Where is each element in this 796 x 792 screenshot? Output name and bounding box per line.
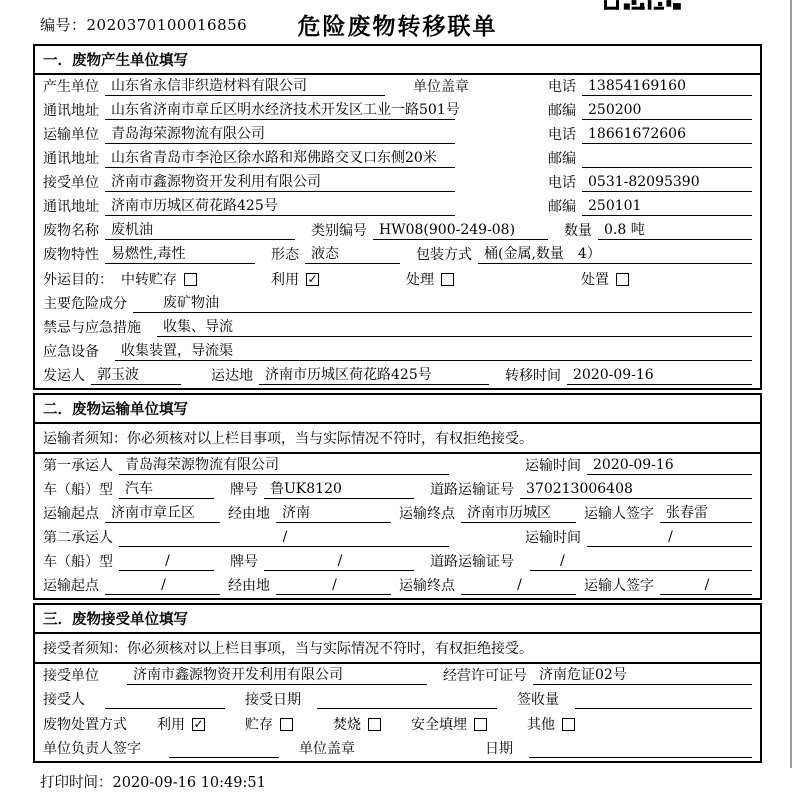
row-transporter bbox=[35, 123, 760, 147]
purpose-option-dispose bbox=[581, 269, 629, 289]
purpose-dispose-checkbox bbox=[616, 273, 629, 286]
origin2-label: 运输起点 bbox=[43, 578, 99, 594]
row-carrier2 bbox=[35, 526, 760, 550]
serial-label: 编号： bbox=[40, 16, 87, 34]
emergency-value: 收集、导流 bbox=[157, 318, 752, 337]
purpose-option-treat bbox=[406, 269, 454, 289]
row-vehicle2 bbox=[35, 550, 760, 574]
license2-value: / bbox=[530, 552, 752, 571]
zip1-label: 邮编 bbox=[548, 103, 576, 119]
disposal-option-burn bbox=[333, 714, 381, 734]
qr-code-fragment bbox=[604, 0, 682, 11]
print-time: 打印时间：2020-09-16 10:49:51 bbox=[40, 775, 266, 791]
purpose-use-checkbox: ✓ bbox=[307, 271, 318, 286]
unit-seal-label: 单位盖章 bbox=[413, 79, 469, 95]
purpose-transit-label: 中转贮存 bbox=[121, 272, 177, 288]
end2-value: / bbox=[461, 576, 576, 595]
row-receive-unit bbox=[35, 664, 760, 688]
purpose-option-transit bbox=[121, 269, 197, 289]
sign-date-label: 日期 bbox=[485, 741, 513, 757]
vehicle1-label: 车（船）型 bbox=[43, 482, 113, 498]
addr3-value: 济南市历城区荷花路425号 bbox=[105, 197, 455, 216]
equipment-value: 收集装置，导流渠 bbox=[115, 342, 752, 361]
zip2-label: 邮编 bbox=[548, 151, 576, 167]
via2-value: / bbox=[276, 576, 391, 595]
shipper-label: 发运人 bbox=[43, 368, 85, 384]
hazard-value: 废矿物油 bbox=[133, 294, 752, 313]
via1-value: 济南 bbox=[276, 504, 391, 523]
end1-value: 济南市历城区 bbox=[461, 504, 576, 523]
origin1-value: 济南市章丘区 bbox=[105, 504, 220, 523]
disposal-burn-checkbox bbox=[368, 718, 381, 731]
phone3-label: 电话 bbox=[548, 175, 576, 191]
receiver-value: 济南市鑫源物资开发利用有限公司 bbox=[105, 173, 455, 192]
end2-label: 运输终点 bbox=[399, 578, 455, 594]
disposal-use-checkbox: ✓ bbox=[193, 716, 204, 731]
disposal-option-landfill bbox=[411, 714, 487, 734]
zip3-value: 250101 bbox=[582, 197, 752, 216]
phone1-label: 电话 bbox=[548, 79, 576, 95]
purpose-use-label: 利用 bbox=[271, 272, 299, 288]
transporter-notice: 运输者须知：你必须核对以上栏目事项，当与实际情况不符时，有权拒绝接受。 bbox=[35, 424, 760, 454]
section-producer bbox=[33, 44, 762, 390]
section2-title: 二．废物运输单位填写 bbox=[35, 395, 760, 424]
origin2-value: / bbox=[105, 576, 220, 595]
receive-unit-label: 接受单位 bbox=[43, 668, 99, 684]
time1-value: 2020-09-16 bbox=[587, 456, 752, 475]
dest-value: 济南市历城区荷花路425号 bbox=[259, 366, 489, 385]
row-receiver-address bbox=[35, 195, 760, 219]
receive-unit-value: 济南市鑫源物资开发利用有限公司 bbox=[127, 666, 427, 685]
row-waste-name bbox=[35, 219, 760, 243]
producer-label: 产生单位 bbox=[43, 79, 99, 95]
vehicle2-value: / bbox=[119, 552, 214, 571]
purpose-treat-label: 处理 bbox=[406, 272, 434, 288]
disposal-option-other bbox=[527, 714, 575, 734]
packing-label: 包装方式 bbox=[416, 247, 472, 263]
sign2-label: 运输人签字 bbox=[584, 578, 654, 594]
waste-name-value: 废机油 bbox=[105, 221, 295, 240]
disposal-label: 废物处置方式 bbox=[43, 717, 127, 733]
transporter-label: 运输单位 bbox=[43, 127, 99, 143]
time1-label: 运输时间 bbox=[525, 458, 581, 474]
transfer-form bbox=[33, 44, 762, 763]
origin1-label: 运输起点 bbox=[43, 506, 99, 522]
disposal-other-label: 其他 bbox=[527, 717, 555, 733]
disposal-option-store bbox=[245, 714, 293, 734]
unit-seal2-label: 单位盖章 bbox=[299, 741, 355, 757]
row-vehicle1 bbox=[35, 478, 760, 502]
row-signatures bbox=[35, 737, 760, 761]
row-emergency bbox=[35, 316, 760, 340]
row-carrier1 bbox=[35, 454, 760, 478]
disposal-landfill-checkbox bbox=[474, 718, 487, 731]
sign1-value: 张春雷 bbox=[660, 504, 752, 523]
purpose-treat-checkbox bbox=[441, 273, 454, 286]
disposal-store-label: 贮存 bbox=[245, 717, 273, 733]
zip3-label: 邮编 bbox=[548, 199, 576, 215]
addr2-value: 山东省青岛市李沧区徐水路和郑佛路交叉口东侧20米 bbox=[105, 149, 455, 168]
hazard-label: 主要危险成分 bbox=[43, 296, 127, 312]
time2-label: 运输时间 bbox=[525, 530, 581, 546]
addr1-label: 通讯地址 bbox=[43, 103, 99, 119]
purpose-dispose-label: 处置 bbox=[581, 272, 609, 288]
page-title: 危险废物转移联单 bbox=[297, 14, 498, 40]
category-value: HW08(900-249-08) bbox=[373, 221, 548, 240]
time2-value: / bbox=[587, 528, 752, 547]
addr3-label: 通讯地址 bbox=[43, 199, 99, 215]
transfer-date-value: 2020-09-16 bbox=[567, 366, 752, 385]
carrier1-value: 青岛海荣源物流有限公司 bbox=[119, 456, 449, 475]
purpose-option-use bbox=[271, 269, 319, 289]
transfer-date-label: 转移时间 bbox=[505, 368, 561, 384]
row-producer-address bbox=[35, 99, 760, 123]
addr1-value: 山东省济南市章丘区明水经济技术开发区工业一路501号 bbox=[105, 101, 455, 120]
via1-label: 经由地 bbox=[228, 506, 270, 522]
plate1-label: 牌号 bbox=[230, 482, 258, 498]
carrier1-label: 第一承运人 bbox=[43, 458, 113, 474]
form-label: 形态 bbox=[271, 247, 299, 263]
document-header bbox=[33, 6, 762, 44]
sign2-value: / bbox=[660, 576, 752, 595]
row-recipient bbox=[35, 688, 760, 712]
recipient-value bbox=[105, 690, 225, 709]
row-receiver bbox=[35, 171, 760, 195]
receive-date-value bbox=[317, 690, 497, 709]
emergency-label: 禁忌与应急措施 bbox=[43, 320, 141, 336]
phone2-value: 18661672606 bbox=[582, 125, 752, 144]
signer-label: 单位负责人签字 bbox=[43, 741, 141, 757]
row-shipper bbox=[35, 364, 760, 388]
receiver-label: 接受单位 bbox=[43, 175, 99, 191]
vehicle2-label: 车（船）型 bbox=[43, 554, 113, 570]
row-purpose bbox=[35, 267, 760, 292]
disposal-store-checkbox bbox=[280, 718, 293, 731]
sign-date-value bbox=[529, 739, 752, 758]
plate2-value: / bbox=[264, 552, 414, 571]
category-label: 类别编号 bbox=[311, 223, 367, 239]
row-producer bbox=[35, 75, 760, 99]
receive-date-label: 接受日期 bbox=[245, 692, 301, 708]
plate2-label: 牌号 bbox=[230, 554, 258, 570]
page-edge-line bbox=[790, 0, 792, 768]
packing-value: 桶(金属,数量 4） bbox=[478, 245, 752, 264]
permit-value: 济南危证02号 bbox=[533, 666, 752, 685]
shipper-value: 郭玉波 bbox=[91, 366, 181, 385]
section-receiver bbox=[33, 603, 762, 763]
section3-title: 三．废物接受单位填写 bbox=[35, 605, 760, 634]
permit-label: 经营许可证号 bbox=[443, 668, 527, 684]
recipient-label: 接受人 bbox=[43, 692, 85, 708]
section1-title: 一．废物产生单位填写 bbox=[35, 46, 760, 75]
quantity-value: 0.8 吨 bbox=[598, 221, 752, 240]
phone2-label: 电话 bbox=[548, 127, 576, 143]
purpose-transit-checkbox bbox=[184, 273, 197, 286]
receiver-notice: 接受者须知：你必须核对以上栏目事项，当与实际情况不符时，有权拒绝接受。 bbox=[35, 634, 760, 664]
row-equipment bbox=[35, 340, 760, 364]
license1-label: 道路运输证号 bbox=[430, 482, 514, 498]
row-transporter-address bbox=[35, 147, 760, 171]
carrier2-label: 第二承运人 bbox=[43, 530, 113, 546]
quantity-label: 数量 bbox=[564, 223, 592, 239]
serial-value: 2020370100016856 bbox=[86, 16, 248, 34]
amount-label: 签收量 bbox=[517, 692, 559, 708]
disposal-use-label: 利用 bbox=[157, 717, 185, 733]
equipment-label: 应急设备 bbox=[43, 344, 99, 360]
sign1-label: 运输人签字 bbox=[584, 506, 654, 522]
row-hazard bbox=[35, 292, 760, 316]
zip1-value: 250200 bbox=[582, 101, 752, 120]
carrier2-value: / bbox=[119, 528, 449, 547]
signer-value bbox=[169, 739, 279, 758]
row-disposal bbox=[35, 712, 760, 737]
disposal-burn-label: 焚烧 bbox=[333, 717, 361, 733]
addr2-label: 通讯地址 bbox=[43, 151, 99, 167]
form-value: 液态 bbox=[305, 245, 400, 264]
purpose-label: 外运目的： bbox=[43, 272, 113, 288]
vehicle1-value: 汽车 bbox=[119, 480, 214, 499]
license2-label: 道路运输证号 bbox=[430, 554, 514, 570]
phone1-value: 13854169160 bbox=[582, 77, 752, 96]
end1-label: 运输终点 bbox=[399, 506, 455, 522]
zip2-value bbox=[582, 149, 752, 168]
disposal-landfill-label: 安全填埋 bbox=[411, 717, 467, 733]
license1-value: 370213006408 bbox=[520, 480, 752, 499]
producer-value: 山东省永信非织造材料有限公司 bbox=[105, 77, 385, 96]
row-waste-character bbox=[35, 243, 760, 267]
transporter-value: 青岛海荣源物流有限公司 bbox=[105, 125, 455, 144]
amount-value bbox=[575, 690, 752, 709]
row-route1 bbox=[35, 502, 760, 526]
row-route2 bbox=[35, 574, 760, 598]
disposal-other-checkbox bbox=[562, 718, 575, 731]
waste-name-label: 废物名称 bbox=[43, 223, 99, 239]
character-label: 废物特性 bbox=[43, 247, 99, 263]
dest-label: 运达地 bbox=[211, 368, 253, 384]
section-transporter bbox=[33, 393, 762, 600]
phone3-value: 0531-82095390 bbox=[582, 173, 752, 192]
disposal-option-use bbox=[157, 714, 205, 734]
plate1-value: 鲁UK8120 bbox=[264, 480, 414, 499]
via2-label: 经由地 bbox=[228, 578, 270, 594]
character-value: 易燃性,毒性 bbox=[105, 245, 255, 264]
